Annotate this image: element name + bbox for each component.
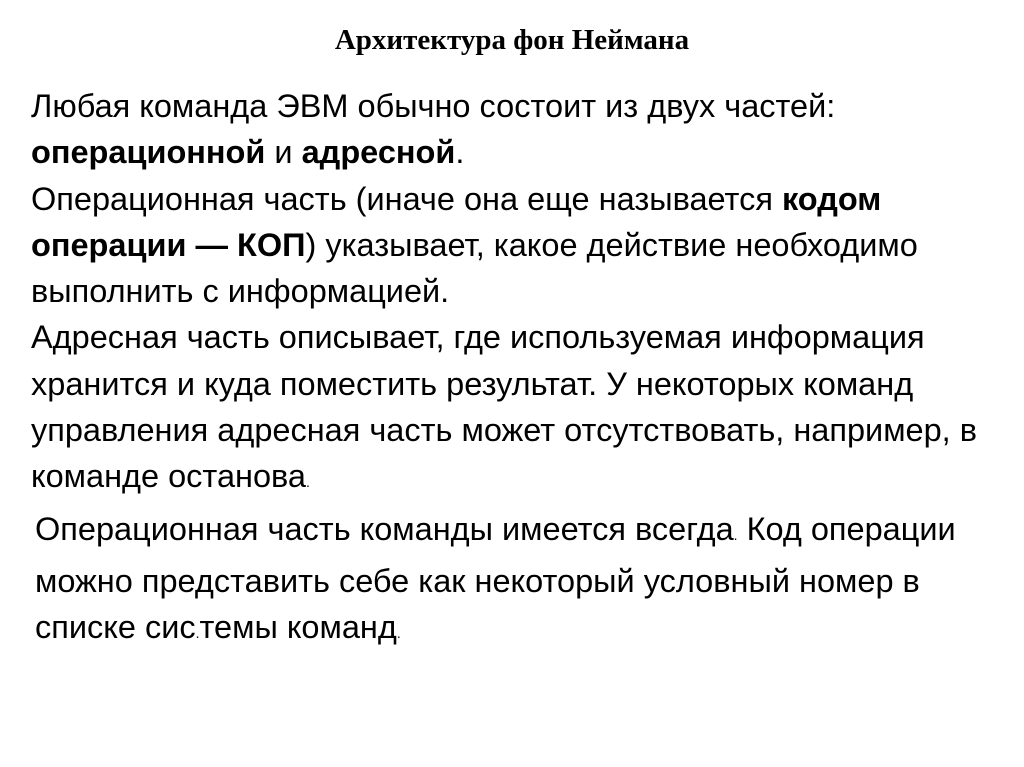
p1-text-end: . (455, 134, 465, 171)
p4-text-mid: Код операции можно представить себе как некоторый условный номер в списке сис (35, 510, 956, 646)
p1-bold-operational: операционной (31, 134, 266, 171)
slide-body (31, 83, 991, 657)
slide-title: Архитектура фон Неймана (334, 24, 690, 56)
paragraph-command-structure (31, 83, 991, 176)
p1-bold-address: адресной (301, 134, 456, 171)
p4-mid-dot: . (733, 526, 738, 543)
p3-text: Адресная часть описывает, где используемая информация хранится и куда поместить результат. У некоторых команд управления адресная часть может отсутствовать, например, в команде останова (31, 319, 978, 495)
p1-text-start: Любая команда ЭВМ обычно состоит из двух частей: (31, 88, 836, 124)
p2-text-end: ) указывает, какое действие необходимо выполнить с информацией. (31, 226, 918, 310)
paragraph-address-part (31, 314, 991, 505)
p4-inner-dot: . (195, 625, 200, 642)
p4-text-start: Операционная часть команды имеется всегда (35, 510, 734, 547)
p2-text-start: Операционная часть (иначе она еще называется (31, 180, 782, 217)
p1-text-mid: и (265, 134, 302, 171)
paragraph-operation-part (31, 176, 991, 315)
p2-bold-opcode: кодом операции — КОП (31, 180, 882, 263)
p4-end-dot: . (396, 625, 401, 642)
p4-text-end: темы команд (199, 609, 397, 646)
paragraph-opcode-number (31, 506, 991, 657)
p3-end-dot: . (306, 474, 310, 491)
